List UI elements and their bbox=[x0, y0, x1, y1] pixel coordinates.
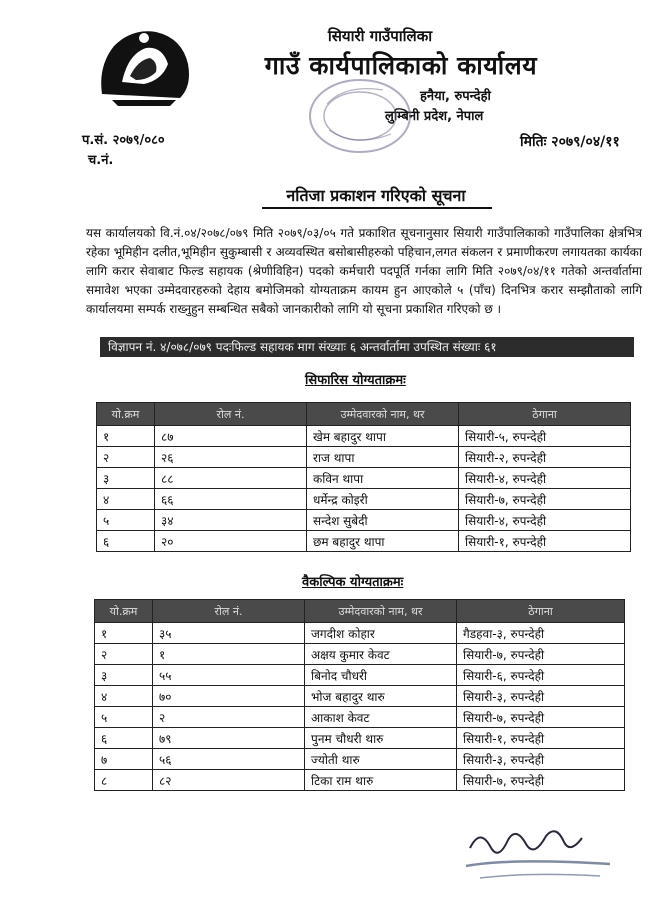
org-name-small: सियारी गाउँपालिका bbox=[327, 27, 433, 45]
address-cell: सियारी-६, रुपन्देही bbox=[457, 665, 625, 686]
org-location: हनैया, रुपन्देही bbox=[420, 89, 491, 104]
table-row bbox=[97, 426, 631, 447]
alternate-section-title: वैकल्पिक योग्यताक्रमः bbox=[302, 575, 404, 590]
table-row bbox=[95, 644, 625, 665]
serial-cell: ६ bbox=[97, 531, 155, 552]
serial-cell: २ bbox=[95, 644, 153, 665]
notice-body: यस कार्यालयको वि.नं.०४/२०७८/०७९ मिति २०७९/०३/०५ गते प्रकाशित सूचनानुसार सियारी गाउँपालिकाको गाउँपालिका क्षेत्रभित्र रहेका भूमिहीन दलीत,भूमिहीन सुकुम्बासी र अव्यवस्थित बसोबासीहरुको पहिचान,लगत संकलन र प्रमाणीकरण लगायतका कार्यका लागि करार सेवाबाट फिल्ड सहायक (श्रेणीविहिन) पदको कर्मचारी पदपूर्ति गर्नका लागि मिति २०७९/०४/११ गतेको अन्तर्वार्तामा समावेश भएका उम्मेदवारहरुको देहाय बमोजिमको योग्यताक्रम कायम हुन आएकोले ५ (पाँच) दिनभित्र करार सम्झौताको लागि कार्यालयमा सम्पर्क राख्नुहुन सम्बन्धित सबैको जानकारीको लागि यो सूचना प्रकाशित गरिएको छ । bbox=[86, 226, 642, 316]
name-cell: सन्देश सुबेदी bbox=[307, 510, 459, 531]
signature bbox=[460, 818, 620, 888]
serial-cell: ४ bbox=[97, 489, 155, 510]
address-cell: सियारी-७, रुपन्देही bbox=[457, 644, 625, 665]
serial-cell: ५ bbox=[95, 707, 153, 728]
roll-cell: ३५ bbox=[153, 623, 305, 644]
name-cell: टिका राम थारु bbox=[305, 770, 457, 791]
dispatch-number: च.नं. bbox=[88, 153, 114, 168]
name-cell: जगदीश कोहार bbox=[305, 623, 457, 644]
name-cell: पुनम चौधरी थारु bbox=[305, 728, 457, 749]
roll-cell: ५६ bbox=[153, 749, 305, 770]
table-row bbox=[95, 728, 625, 749]
column-header-address: ठेगाना bbox=[459, 403, 631, 426]
serial-cell: ७ bbox=[95, 749, 153, 770]
name-cell: भोज बहादुर थारु bbox=[305, 686, 457, 707]
roll-cell: ३४ bbox=[155, 510, 307, 531]
table-row bbox=[95, 770, 625, 791]
roll-cell: ८७ bbox=[155, 426, 307, 447]
roll-cell: ८८ bbox=[155, 468, 307, 489]
name-cell: खेम बहादुर थापा bbox=[307, 426, 459, 447]
column-header-roll: रोल नं. bbox=[153, 600, 305, 623]
roll-cell: ८२ bbox=[153, 770, 305, 791]
roll-cell: २६ bbox=[155, 447, 307, 468]
address-cell: सियारी-७, रुपन्देही bbox=[457, 707, 625, 728]
table-row bbox=[97, 447, 631, 468]
org-province: लुम्बिनी प्रदेश, नेपाल bbox=[385, 109, 484, 124]
table-row bbox=[95, 707, 625, 728]
table-row bbox=[97, 510, 631, 531]
serial-cell: १ bbox=[95, 623, 153, 644]
address-cell: सियारी-२, रुपन्देही bbox=[459, 447, 631, 468]
recommended-section-title: सिफारिस योग्यताक्रमः bbox=[305, 373, 406, 388]
column-header-name: उम्मेदवारको नाम, थर bbox=[307, 403, 459, 426]
table-row bbox=[95, 686, 625, 707]
roll-cell: ७९ bbox=[153, 728, 305, 749]
address-cell: सियारी-३, रुपन्देही bbox=[457, 686, 625, 707]
table-header-row bbox=[95, 600, 625, 623]
table-row bbox=[97, 489, 631, 510]
recommended-table bbox=[96, 402, 631, 552]
roll-cell: २० bbox=[155, 531, 307, 552]
column-header-roll: रोल नं. bbox=[155, 403, 307, 426]
name-cell: राज थापा bbox=[307, 447, 459, 468]
address-cell: सियारी-१, रुपन्देही bbox=[457, 728, 625, 749]
serial-cell: २ bbox=[97, 447, 155, 468]
serial-cell: ८ bbox=[95, 770, 153, 791]
name-cell: अक्षय कुमार केवट bbox=[305, 644, 457, 665]
table-row bbox=[95, 665, 625, 686]
column-header-serial: यो.क्रम bbox=[97, 403, 155, 426]
government-emblem bbox=[92, 24, 196, 108]
table-header-row bbox=[97, 403, 631, 426]
reference-number: प.सं. २०७९/०८० bbox=[82, 133, 165, 148]
name-cell: धर्मेन्द्र कोइरी bbox=[307, 489, 459, 510]
address-cell: सियारी-१, रुपन्देही bbox=[459, 531, 631, 552]
name-cell: आकाश केवट bbox=[305, 707, 457, 728]
address-cell: गैडहवा-३, रुपन्देही bbox=[457, 623, 625, 644]
notice-title: नतिजा प्रकाशन गरिएको सूचना bbox=[286, 186, 466, 205]
name-cell: ज्योती थारु bbox=[305, 749, 457, 770]
address-cell: सियारी-४, रुपन्देही bbox=[459, 468, 631, 489]
roll-cell: ७० bbox=[153, 686, 305, 707]
serial-cell: ५ bbox=[97, 510, 155, 531]
advertisement-info-bar: विज्ञापन नं. ४/०७८/०७९ पदःफिल्ड सहायक माग संख्याः ६ अन्तर्वार्तामा उपस्थित संख्याः ६१ bbox=[100, 337, 634, 357]
name-cell: बिनोद चौधरी bbox=[305, 665, 457, 686]
name-cell: कविन थापा bbox=[307, 468, 459, 489]
address-cell: सियारी-७, रुपन्देही bbox=[459, 489, 631, 510]
alternate-table bbox=[94, 599, 625, 791]
roll-cell: ६६ bbox=[155, 489, 307, 510]
serial-cell: १ bbox=[97, 426, 155, 447]
column-header-address: ठेगाना bbox=[457, 600, 625, 623]
roll-cell: २ bbox=[153, 707, 305, 728]
table-row bbox=[97, 468, 631, 489]
name-cell: छम बहादुर थापा bbox=[307, 531, 459, 552]
address-cell: सियारी-७, रुपन्देही bbox=[457, 770, 625, 791]
roll-cell: १ bbox=[153, 644, 305, 665]
serial-cell: ६ bbox=[95, 728, 153, 749]
roll-cell: ५५ bbox=[153, 665, 305, 686]
notice-date: मितिः २०७९/०४/११ bbox=[520, 134, 620, 150]
table-row bbox=[95, 623, 625, 644]
table-row bbox=[95, 749, 625, 770]
serial-cell: ३ bbox=[95, 665, 153, 686]
org-name-large: गाउँ कार्यपालिकाको कार्यालय bbox=[264, 51, 538, 80]
table-row bbox=[97, 531, 631, 552]
office-stamp bbox=[305, 74, 415, 158]
address-cell: सियारी-४, रुपन्देही bbox=[459, 510, 631, 531]
column-header-name: उम्मेदवारको नाम, थर bbox=[305, 600, 457, 623]
address-cell: सियारी-३, रुपन्देही bbox=[457, 749, 625, 770]
serial-cell: ४ bbox=[95, 686, 153, 707]
serial-cell: ३ bbox=[97, 468, 155, 489]
address-cell: सियारी-५, रुपन्देही bbox=[459, 426, 631, 447]
title-underline bbox=[262, 207, 492, 209]
column-header-serial: यो.क्रम bbox=[95, 600, 153, 623]
